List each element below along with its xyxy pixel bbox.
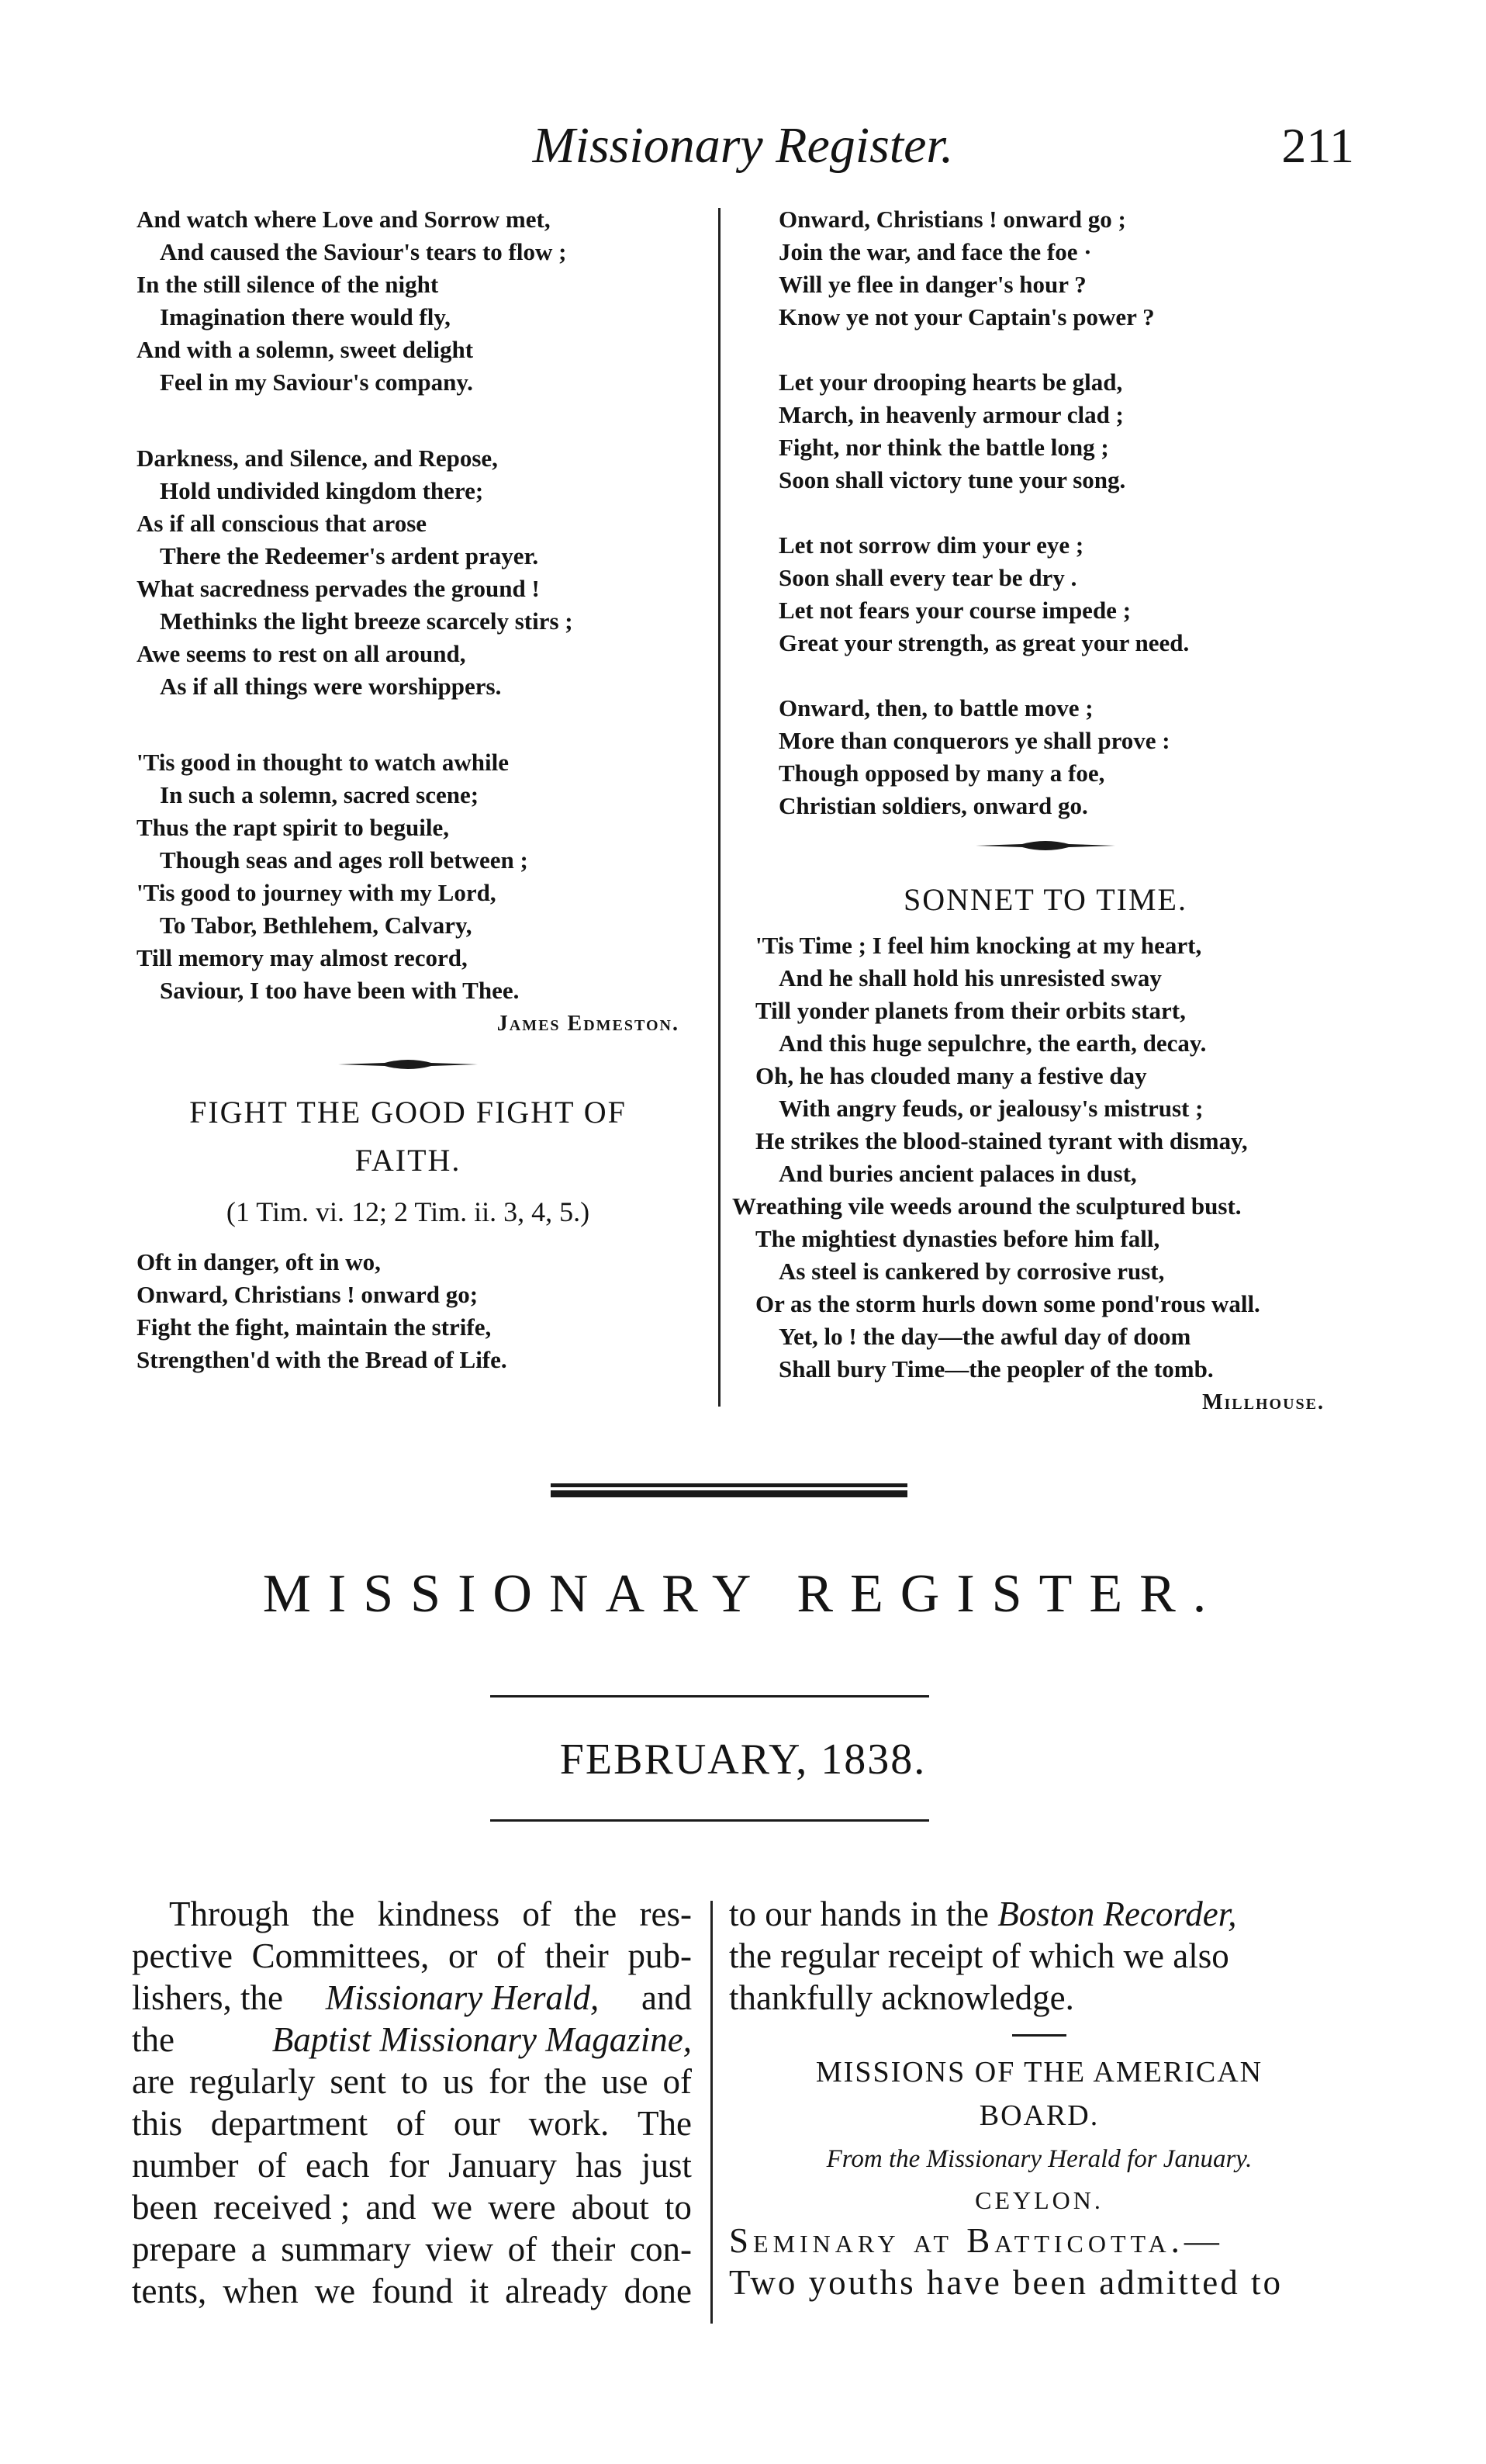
verse-line: Saviour, I too have been with Thee. (160, 977, 520, 1004)
verse-line: There the Redeemer's ardent prayer. (160, 542, 539, 569)
verse-line: And watch where Love and Sorrow met, (137, 206, 551, 233)
author-signature: Millhouse. (1202, 1390, 1325, 1414)
ornament-icon (976, 838, 1115, 853)
verse-line: Fight the fight, maintain the strife, (137, 1313, 492, 1341)
verse-line: Let not sorrow dim your eye ; (779, 531, 1084, 559)
text-line: pective Committees, or of their pub- (132, 1936, 692, 1975)
left-column (137, 203, 679, 1376)
verse-line: Oft in danger, oft in wo, (137, 1248, 381, 1275)
verse-line: Onward, Christians ! onward go ; (779, 206, 1126, 233)
verse-line: Let not fears your course impede ; (779, 597, 1132, 624)
verse-line: Till yonder planets from their orbits start, (755, 997, 1186, 1024)
missions-heading: MISSIONS OF THE AMERICAN (815, 2056, 1263, 2089)
verse-line: Soon shall victory tune your song. (779, 466, 1126, 493)
right-column (732, 203, 1356, 1420)
verse-line: Know ye not your Captain's power ? (779, 303, 1155, 330)
text-line: Two youths have been admitted to (729, 2263, 1283, 2302)
text-line: Seminary at Batticotta.— (729, 2221, 1224, 2260)
issue-date: FEBRUARY, 1838. (559, 1736, 927, 1784)
verse-line: More than conquerors ye shall prove : (779, 727, 1170, 754)
verse-line: Methinks the light breeze scarcely stirs ; (160, 607, 573, 635)
verse-line: In such a solemn, sacred scene; (160, 781, 479, 808)
verse-line: Great your strength, as great your need. (779, 629, 1190, 656)
verse-line: As steel is cankered by corrosive rust, (779, 1258, 1165, 1285)
verse-line: In the still silence of the night (137, 271, 439, 298)
verse-line: And with a solemn, sweet delight (137, 336, 474, 363)
verse-line: He strikes the blood-stained tyrant with dismay, (755, 1127, 1248, 1154)
verse-line: And buries ancient palaces in dust, (779, 1160, 1137, 1187)
verse-line: Awe seems to rest on all around, (137, 640, 466, 667)
text-line: this department of our work. The (132, 2104, 692, 2143)
verse-line: And caused the Saviour's tears to flow ; (160, 238, 567, 265)
scripture-reference: (1 Tim. vi. 12; 2 Tim. ii. 3, 4, 5.) (226, 1196, 590, 1227)
text-line: Through the kindness of the res- (169, 1895, 692, 1933)
verse-line: March, in heavenly armour clad ; (779, 401, 1124, 428)
short-rule (1012, 2034, 1066, 2037)
verse-line: As if all conscious that arose (137, 510, 427, 537)
rule-above-date (490, 1695, 929, 1697)
page-number: 211 (1281, 118, 1354, 173)
verse-line: Let your drooping hearts be glad, (779, 369, 1123, 396)
verse-line: Till memory may almost record, (137, 944, 468, 971)
text-line: been received ; and we were about to (132, 2188, 692, 2227)
verse-line: Imagination there would fly, (160, 303, 451, 330)
verse-line: 'Tis good to journey with my Lord, (137, 879, 496, 906)
verse-line: Yet, lo ! the day—the awful day of doom (779, 1323, 1191, 1350)
verse-line: To Tabor, Bethlehem, Calvary, (160, 912, 472, 939)
text-line: the regular receipt of which we also (729, 1936, 1229, 1975)
ornament-divider (735, 822, 1356, 872)
verse-line: And he shall hold his unresisted sway (779, 964, 1162, 991)
verse-line: Onward, Christians ! onward go; (137, 1281, 479, 1308)
verse-line: Darkness, and Silence, and Repose, (137, 445, 498, 472)
author-signature: James Edmeston. (496, 1012, 679, 1036)
verse-line: Soon shall every tear be dry . (779, 564, 1077, 591)
verse-line: 'Tis good in thought to watch awhile (137, 749, 510, 776)
verse-line: With angry feuds, or jealousy's mistrust ; (779, 1095, 1204, 1122)
text-line: thankfully acknowledge. (729, 1978, 1074, 2017)
poem-title: FAITH. (354, 1143, 461, 1178)
verse-line: Christian soldiers, onward go. (779, 792, 1088, 819)
poem-title: FIGHT THE GOOD FIGHT OF (189, 1095, 627, 1130)
verse-line: Or as the storm hurls down some pond'rous wall. (755, 1290, 1260, 1317)
verse-line: Oh, he has clouded many a festive day (755, 1062, 1147, 1089)
source-line: From the Missionary Herald for January. (826, 2145, 1253, 2173)
text-line: lishers, the Missionary Herald, and (132, 1978, 692, 2017)
body-text-left (132, 1893, 692, 2312)
verse-line: Shall bury Time—the peopler of the tomb. (779, 1355, 1214, 1383)
verse-line: Join the war, and face the foe · (779, 238, 1092, 265)
text-line: prepare a summary view of their con- (132, 2230, 692, 2268)
text-line: the Baptist Missionary Magazine, (132, 2020, 692, 2059)
verse-line: Wreathing vile weeds around the sculptured bust. (732, 1192, 1242, 1220)
verse-line: Onward, then, to battle move ; (779, 694, 1094, 722)
text-line: to our hands in the Boston Recorder, (729, 1895, 1237, 1933)
verse-line: The mightiest dynasties before him fall, (755, 1225, 1160, 1252)
verse-line: Will ye flee in danger's hour ? (779, 271, 1087, 298)
verse-line: Hold undivided kingdom there; (160, 477, 484, 504)
verse-line: And this huge sepulchre, the earth, decay. (779, 1030, 1207, 1057)
verse-line: What sacredness pervades the ground ! (137, 575, 540, 602)
text-line: number of each for January has just (132, 2146, 692, 2185)
column-divider-bottom (710, 1901, 713, 2324)
verse-line: Though seas and ages roll between ; (160, 846, 528, 874)
running-title: Missionary Register. (532, 117, 954, 174)
verse-line: Fight, nor think the battle long ; (779, 434, 1109, 461)
ornament-divider (137, 1041, 679, 1091)
verse-line: Though opposed by many a foe, (779, 760, 1105, 787)
text-line: are regularly sent to us for the use of (132, 2062, 692, 2101)
body-text-right (729, 1893, 1349, 2303)
text-line: tents, when we found it already done (132, 2272, 692, 2310)
sonnet-title: SONNET TO TIME. (904, 882, 1187, 917)
verse-line: 'Tis Time ; I feel him knocking at my heart, (755, 932, 1202, 959)
section-title: MISSIONARY REGISTER. (262, 1564, 1224, 1624)
rule-below-date (490, 1819, 929, 1822)
verse-line: Thus the rapt spirit to beguile, (137, 814, 450, 841)
place-heading: CEYLON. (975, 2186, 1104, 2214)
missions-heading: BOARD. (979, 2099, 1100, 2132)
verse-line: Strengthen'd with the Bread of Life. (137, 1346, 507, 1373)
verse-line: As if all things were worshippers. (160, 673, 502, 700)
ornament-icon (338, 1057, 478, 1072)
section-double-rule (551, 1482, 907, 1500)
verse-line: Feel in my Saviour's company. (160, 369, 473, 396)
column-divider-top (718, 208, 721, 1407)
